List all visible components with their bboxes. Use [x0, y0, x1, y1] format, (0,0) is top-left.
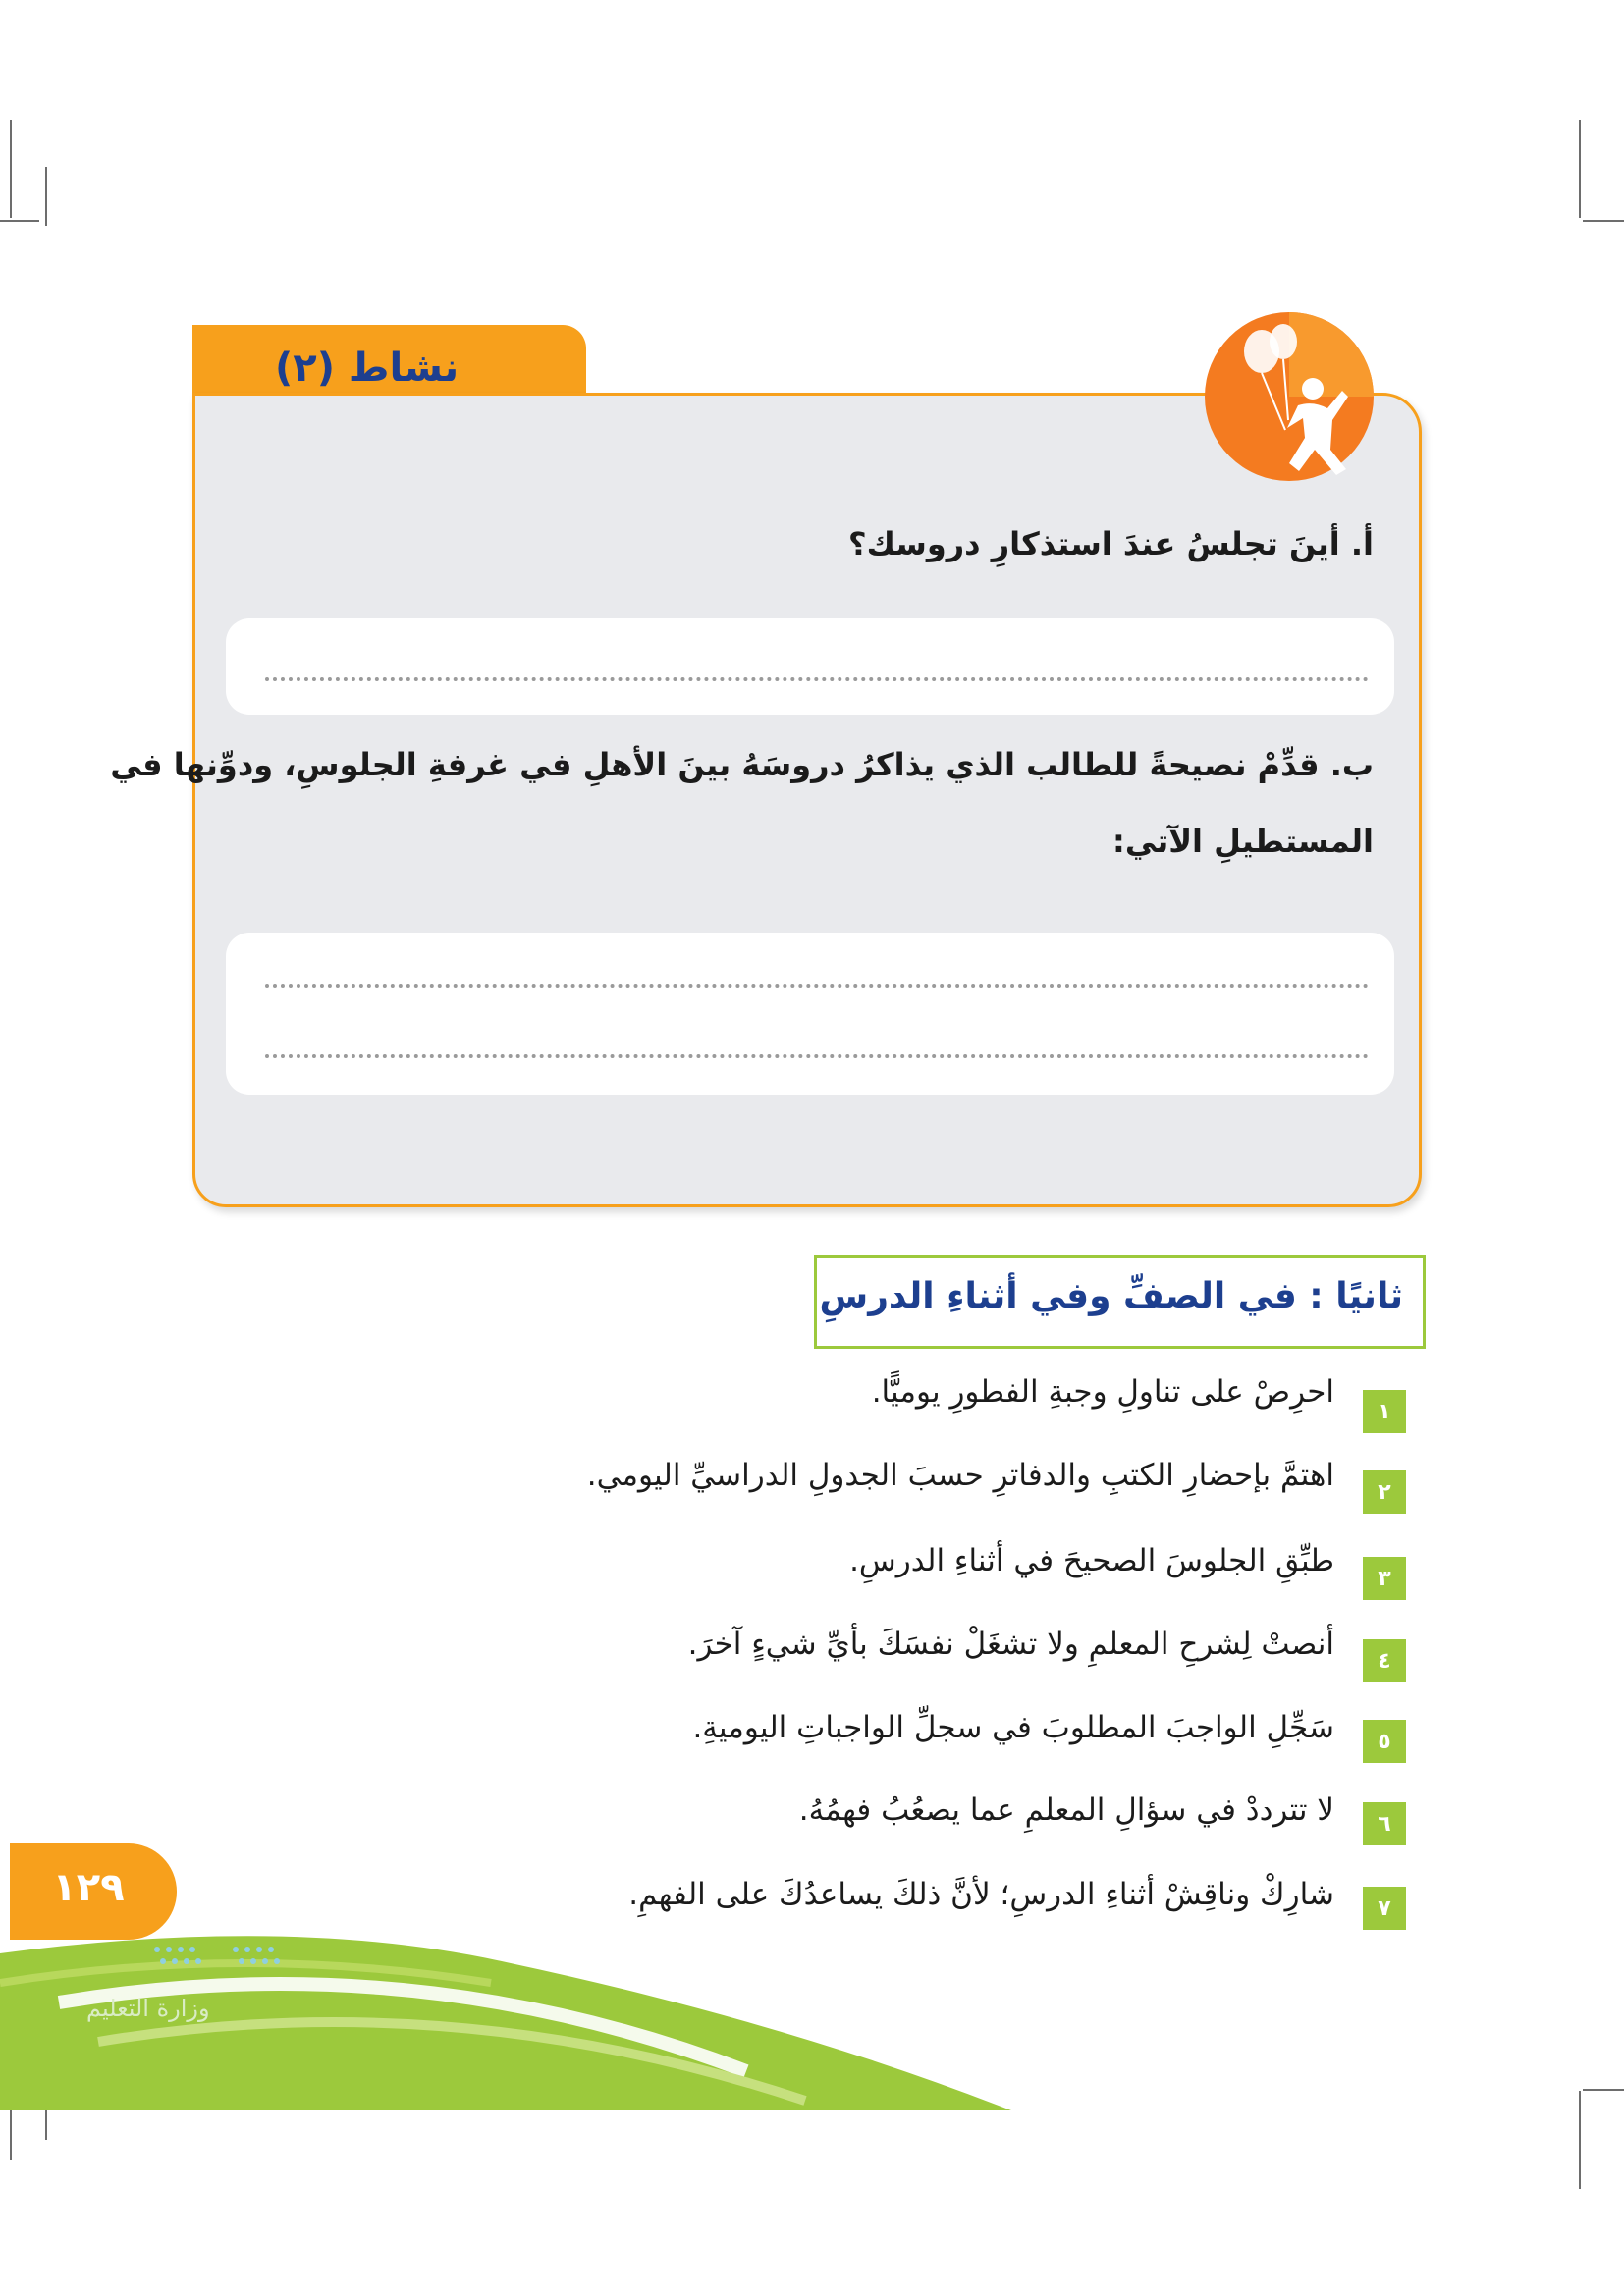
answer-line — [265, 677, 1369, 681]
crop-mark — [1579, 120, 1581, 218]
list-item: أنصتْ لِشرحِ المعلمِ ولا تشغَلْ نفسَكَ بأيِّ شيءٍ آخرَ. — [687, 1627, 1334, 1662]
question-b-line2: المستطيلِ الآتي: — [1112, 823, 1374, 860]
activity-title: نشاط (٢) — [275, 346, 460, 391]
ministry-name: وزارة التعليم — [86, 1995, 210, 2022]
page-number-tab — [10, 1843, 177, 1940]
item-number: ٤ — [1363, 1639, 1406, 1682]
item-number: ٣ — [1363, 1557, 1406, 1600]
item-number: ٥ — [1363, 1720, 1406, 1763]
answer-box-a[interactable] — [226, 618, 1394, 715]
section-title: ثانيًا : في الصفِّ وفي أثناءِ الدرسِ — [819, 1276, 1403, 1316]
item-number: ٧ — [1363, 1887, 1406, 1930]
section-header — [814, 1255, 1426, 1349]
crop-mark — [45, 167, 47, 226]
list-item: شارِكْ وناقِشْ أثناءِ الدرسِ؛ لأنَّ ذلكَ يساعدُكَ على الفهمِ. — [628, 1877, 1334, 1912]
question-b-line1: ب. قدِّمْ نصيحةً للطالب الذي يذاكرُ دروسَهُ بينَ الأهلِ في غرفةِ الجلوسِ، ودوِّنها في — [110, 746, 1374, 783]
page-number: ١٢٩ — [52, 1865, 125, 1910]
list-item: سَجِّلِ الواجبَ المطلوبَ في سجلِّ الواجباتِ اليوميةِ. — [692, 1710, 1334, 1745]
answer-line — [265, 984, 1369, 988]
crop-mark — [0, 220, 39, 222]
item-number: ٦ — [1363, 1802, 1406, 1845]
list-item: احرِصْ على تناولِ وجبةِ الفطورِ يوميًّا. — [871, 1374, 1334, 1410]
activity-emblem-icon — [1205, 312, 1375, 482]
answer-line — [265, 1054, 1369, 1058]
crop-mark — [1579, 2091, 1581, 2189]
list-item: اهتمَّ بإحضارِ الكتبِ والدفاترِ حسبَ الجدولِ الدراسيِّ اليومي. — [586, 1458, 1334, 1493]
question-a: أ. أينَ تجلسُ عندَ استذكارِ دروسك؟ — [848, 525, 1374, 562]
crop-mark — [1583, 220, 1624, 222]
crop-mark — [10, 120, 12, 218]
item-number: ٢ — [1363, 1470, 1406, 1514]
ministry-logo-icon — [147, 1940, 295, 1979]
crop-mark — [1583, 2089, 1624, 2091]
answer-box-b[interactable] — [226, 933, 1394, 1095]
item-number: ١ — [1363, 1390, 1406, 1433]
list-item: لا تترددْ في سؤالِ المعلمِ عما يصعُبُ فهمُهُ. — [798, 1792, 1334, 1828]
list-item: طبِّقِ الجلوسَ الصحيحَ في أثناءِ الدرسِ. — [849, 1543, 1334, 1578]
